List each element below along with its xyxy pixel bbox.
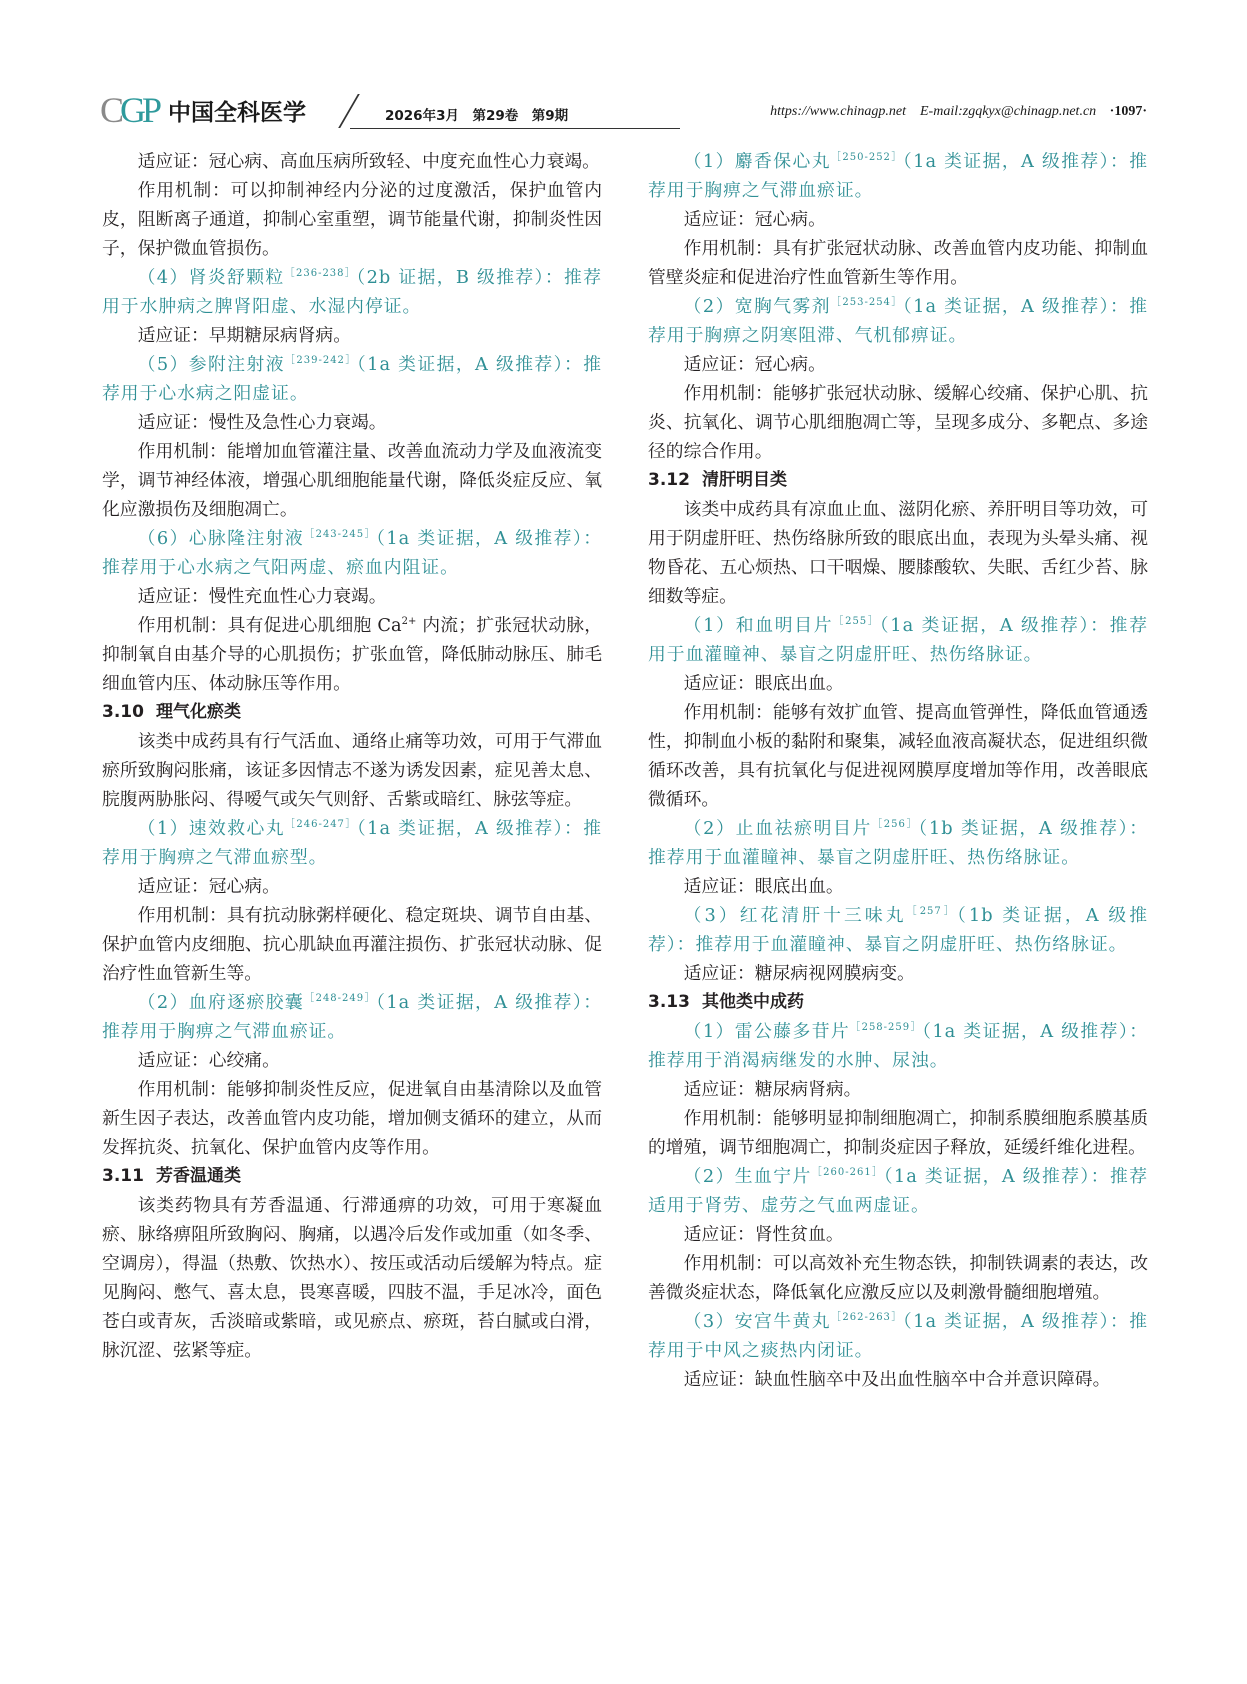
paragraph: 适应证：冠心病。 xyxy=(137,876,280,897)
recommendation xyxy=(102,524,602,582)
recommendation-text: （1a 类证据，A 级推荐）：推荐适用于肾劳、虚劳之气血两虚证。 xyxy=(648,1166,1148,1216)
header-links xyxy=(770,104,1147,120)
drug-name: （1）麝香保心丸 xyxy=(683,151,831,172)
recommendation-text: （1b 类证据，A 级推荐）：推荐用于血灌瞳神、暴盲之阴虚肝旺、热伤络脉证。 xyxy=(648,905,1148,955)
drug-name: （2）生血宁片 xyxy=(683,1166,812,1187)
section-number: 3.11 xyxy=(102,1166,144,1186)
paragraph: 该类中成药具有行气活血、通络止痛等功效，可用于气滞血瘀所致胸闷胀痛，该证多因情志不遂为诱发因素，症见善太息、脘腹两胁胀闷、得嗳气或矢气则舒、舌紫或暗红、脉弦等症。 xyxy=(102,731,602,810)
section-title: 理气化瘀类 xyxy=(155,702,241,722)
drug-name: （1）和血明目片 xyxy=(683,615,834,636)
paragraph: 作用机制：可以高效补充生物态铁，抑制铁调素的表达，改善微炎症状态，降低氧化应激反应以及刺激骨髓细胞增殖。 xyxy=(648,1253,1148,1303)
section-number: 3.12 xyxy=(648,470,690,490)
section-title: 芳香温通类 xyxy=(155,1166,241,1186)
paragraph: 适应证：眼底出血。 xyxy=(683,876,844,897)
header-rule xyxy=(350,128,680,129)
recommendation-text: （1a 类证据，A 级推荐）：推荐用于胸痹之气滞血瘀证。 xyxy=(648,151,1148,201)
journal-name: 中国全科医学 xyxy=(168,100,307,126)
recommendation-text: （1a 类证据，A 级推荐）：推荐用于消渴病继发的水肿、尿浊。 xyxy=(648,1021,1148,1071)
recommendation xyxy=(648,901,1148,959)
section-heading xyxy=(648,988,1148,1017)
page-number: ·1097· xyxy=(1109,104,1147,119)
citation-ref[interactable]: ［239-242］ xyxy=(284,355,357,367)
section-number: 3.13 xyxy=(648,992,690,1012)
citation-ref[interactable]: ［258-259］ xyxy=(850,1022,923,1034)
paragraph: 作用机制：具有抗动脉粥样硬化、稳定斑块、调节自由基、保护血管内皮细胞、抗心肌缺血再灌注损伤、扩张冠状动脉、促治疗性血管新生等。 xyxy=(102,905,602,984)
paragraph: 作用机制：可以抑制神经内分泌的过度激活，保护血管内皮，阻断离子通道，抑制心室重塑，调节能量代谢，抑制炎性因子，保护微血管损伤。 xyxy=(102,180,602,259)
recommendation-text: （1a 类证据，A 级推荐）：推荐用于胸痹之阴寒阻滞、气机郁痹证。 xyxy=(648,296,1148,346)
drug-name: （2）血府逐瘀胶囊 xyxy=(137,992,305,1013)
section-heading xyxy=(102,698,602,727)
right-column xyxy=(648,147,1148,1394)
paragraph: 作用机制：能够抑制炎性反应，促进氧自由基清除以及血管新生因子表达，改善血管内皮功能，增加侧支循环的建立，从而发挥抗炎、抗氧化、保护血管内皮等作用。 xyxy=(102,1079,602,1158)
citation-ref[interactable]: ［248-249］ xyxy=(304,993,377,1005)
recommendation-text: （1a 类证据，A 级推荐）：推荐用于血灌瞳神、暴盲之阴虚肝旺、热伤络脉证。 xyxy=(648,615,1148,665)
citation-ref[interactable]: ［262-263］ xyxy=(830,1312,903,1324)
paragraph: 作用机制：能够有效扩血管、提高血管弹性，降低血管通透性，抑制血小板的黏附和聚集，减轻血液高凝状态，促进组织微循环改善，具有抗氧化与促进视网膜厚度增加等作用，改善眼底微循环。 xyxy=(648,702,1148,810)
recommendation-text: （1a 类证据，A 级推荐）：推荐用于心水病之阳虚证。 xyxy=(102,354,602,404)
paragraph: 作用机制：能够扩张冠状动脉、缓解心绞痛、保护心肌、抗炎、抗氧化、调节心肌细胞凋亡等，呈现多成分、多靶点、多途径的综合作用。 xyxy=(648,383,1148,462)
citation-ref[interactable]: ［236-238］ xyxy=(284,268,357,280)
paragraph: 适应证：缺血性脑卒中及出血性脑卒中合并意识障碍。 xyxy=(683,1369,1111,1390)
recommendation xyxy=(648,1307,1148,1365)
recommendation xyxy=(648,814,1148,872)
section-number: 3.10 xyxy=(102,702,144,722)
text-part: 内流；扩张冠状动脉，抑制氧自由基介导的心肌损伤；扩张血管，降低肺动脉压、肺毛细血管内压、体动脉压等作用。 xyxy=(102,615,603,694)
left-column xyxy=(102,147,602,1365)
issue-info: 2026年3月 第29卷 第9期 xyxy=(385,108,569,124)
recommendation-text: （2b 证据，B 级推荐）：推荐用于水肿病之脾肾阳虚、水湿内停证。 xyxy=(102,267,602,317)
paragraph: 适应证：眼底出血。 xyxy=(683,673,844,694)
drug-name: （6）心脉隆注射液 xyxy=(137,528,305,549)
recommendation xyxy=(648,1017,1148,1075)
recommendation xyxy=(648,292,1148,350)
drug-name: （1）雷公藤多苷片 xyxy=(683,1021,851,1042)
citation-ref[interactable]: ［255］ xyxy=(833,616,880,628)
paragraph: 适应证：冠心病。 xyxy=(683,354,826,375)
paragraph: 作用机制：能增加血管灌注量、改善血流动力学及血液流变学，调节神经体液，增强心肌细胞能量代谢，降低炎症反应、氧化应激损伤及细胞凋亡。 xyxy=(102,441,602,520)
paragraph xyxy=(102,611,602,698)
citation-ref[interactable]: ［243-245］ xyxy=(304,529,377,541)
paragraph: 适应证：冠心病、高血压病所致轻、中度充血性心力衰竭。 xyxy=(137,151,600,172)
journal-email[interactable]: E-mail:zgqkyx@chinagp.net.cn xyxy=(920,104,1097,119)
drug-name: （2）止血祛瘀明目片 xyxy=(683,818,873,839)
drug-name: （3）红花清肝十三味丸 xyxy=(683,905,907,926)
superscript: 2+ xyxy=(401,616,417,628)
paragraph: 适应证：糖尿病肾病。 xyxy=(683,1079,862,1100)
citation-ref[interactable]: ［253-254］ xyxy=(830,297,903,309)
paragraph: 适应证：糖尿病视网膜病变。 xyxy=(683,963,915,984)
recommendation xyxy=(102,988,602,1046)
recommendation-text: （1a 类证据，A 级推荐）：推荐用于心水病之气阳两虚、瘀血内阻证。 xyxy=(102,528,602,578)
journal-logo xyxy=(100,92,306,128)
cgp-logo-mark: CGP xyxy=(100,90,159,130)
drug-name: （1）速效救心丸 xyxy=(137,818,285,839)
citation-ref[interactable]: ［250-252］ xyxy=(830,152,903,164)
paragraph: 适应证：肾性贫血。 xyxy=(683,1224,844,1245)
recommendation-text: （1a 类证据，A 级推荐）：推荐用于中风之痰热内闭证。 xyxy=(648,1311,1148,1361)
paragraph: 适应证：心绞痛。 xyxy=(137,1050,280,1071)
paragraph: 适应证：慢性及急性心力衰竭。 xyxy=(137,412,387,433)
recommendation-text: （1a 类证据，A 级推荐）：推荐用于胸痹之气滞血瘀证。 xyxy=(102,992,602,1042)
paragraph: 作用机制：能够明显抑制细胞凋亡，抑制系膜细胞系膜基质的增殖，调节细胞凋亡，抑制炎症因子释放，延缓纤维化进程。 xyxy=(648,1108,1148,1158)
journal-url[interactable]: https://www.chinagp.net xyxy=(770,104,906,119)
recommendation xyxy=(102,814,602,872)
paragraph: 适应证：慢性充血性心力衰竭。 xyxy=(137,586,387,607)
paragraph: 作用机制：具有扩张冠状动脉、改善血管内皮功能、抑制血管壁炎症和促进治疗性血管新生等作用。 xyxy=(648,238,1148,288)
paragraph: 适应证：早期糖尿病肾病。 xyxy=(137,325,351,346)
drug-name: （4）肾炎舒颗粒 xyxy=(137,267,285,288)
page-header xyxy=(100,92,1147,132)
section-heading xyxy=(102,1162,602,1191)
recommendation-text: （1a 类证据，A 级推荐）：推荐用于胸痹之气滞血瘀型。 xyxy=(102,818,602,868)
drug-name: （2）宽胸气雾剂 xyxy=(683,296,831,317)
drug-name: （5）参附注射液 xyxy=(137,354,285,375)
recommendation xyxy=(102,350,602,408)
text-part: 作用机制：具有促进心肌细胞 Ca xyxy=(137,615,402,636)
recommendation xyxy=(648,611,1148,669)
section-title: 清肝明目类 xyxy=(701,470,787,490)
recommendation xyxy=(102,263,602,321)
header-slash-divider xyxy=(338,94,360,128)
section-heading xyxy=(648,466,1148,495)
section-title: 其他类中成药 xyxy=(701,992,804,1012)
citation-ref[interactable]: ［256］ xyxy=(872,819,919,831)
paragraph: 该类中成药具有凉血止血、滋阴化瘀、养肝明目等功效，可用于阴虚肝旺、热伤络脉所致的眼底出血，表现为头晕头痛、视物昏花、五心烦热、口干咽燥、腰膝酸软、失眠、舌红少苔、脉细数等症。 xyxy=(648,499,1148,607)
recommendation xyxy=(648,1162,1148,1220)
recommendation xyxy=(648,147,1148,205)
citation-ref[interactable]: ［246-247］ xyxy=(284,819,357,831)
paragraph: 适应证：冠心病。 xyxy=(683,209,826,230)
citation-ref[interactable]: ［257］ xyxy=(906,906,957,918)
citation-ref[interactable]: ［260-261］ xyxy=(811,1167,884,1179)
paragraph: 该类药物具有芳香温通、行滞通痹的功效，可用于寒凝血瘀、脉络痹阻所致胸闷、胸痛，以遇冷后发作或加重（如冬季、空调房），得温（热敷、饮热水）、按压或活动后缓解为特点。症见胸闷、憋气、喜太息，畏寒喜暖，四肢不温，手足冰冷，面色苍白或青灰，舌淡暗或紫暗，或见瘀点、瘀斑，苔白腻或白滑，脉沉涩、弦紧等症。 xyxy=(102,1195,602,1361)
recommendation-text: （1b 类证据，A 级推荐）：推荐用于血灌瞳神、暴盲之阴虚肝旺、热伤络脉证。 xyxy=(648,818,1148,868)
drug-name: （3）安宫牛黄丸 xyxy=(683,1311,831,1332)
